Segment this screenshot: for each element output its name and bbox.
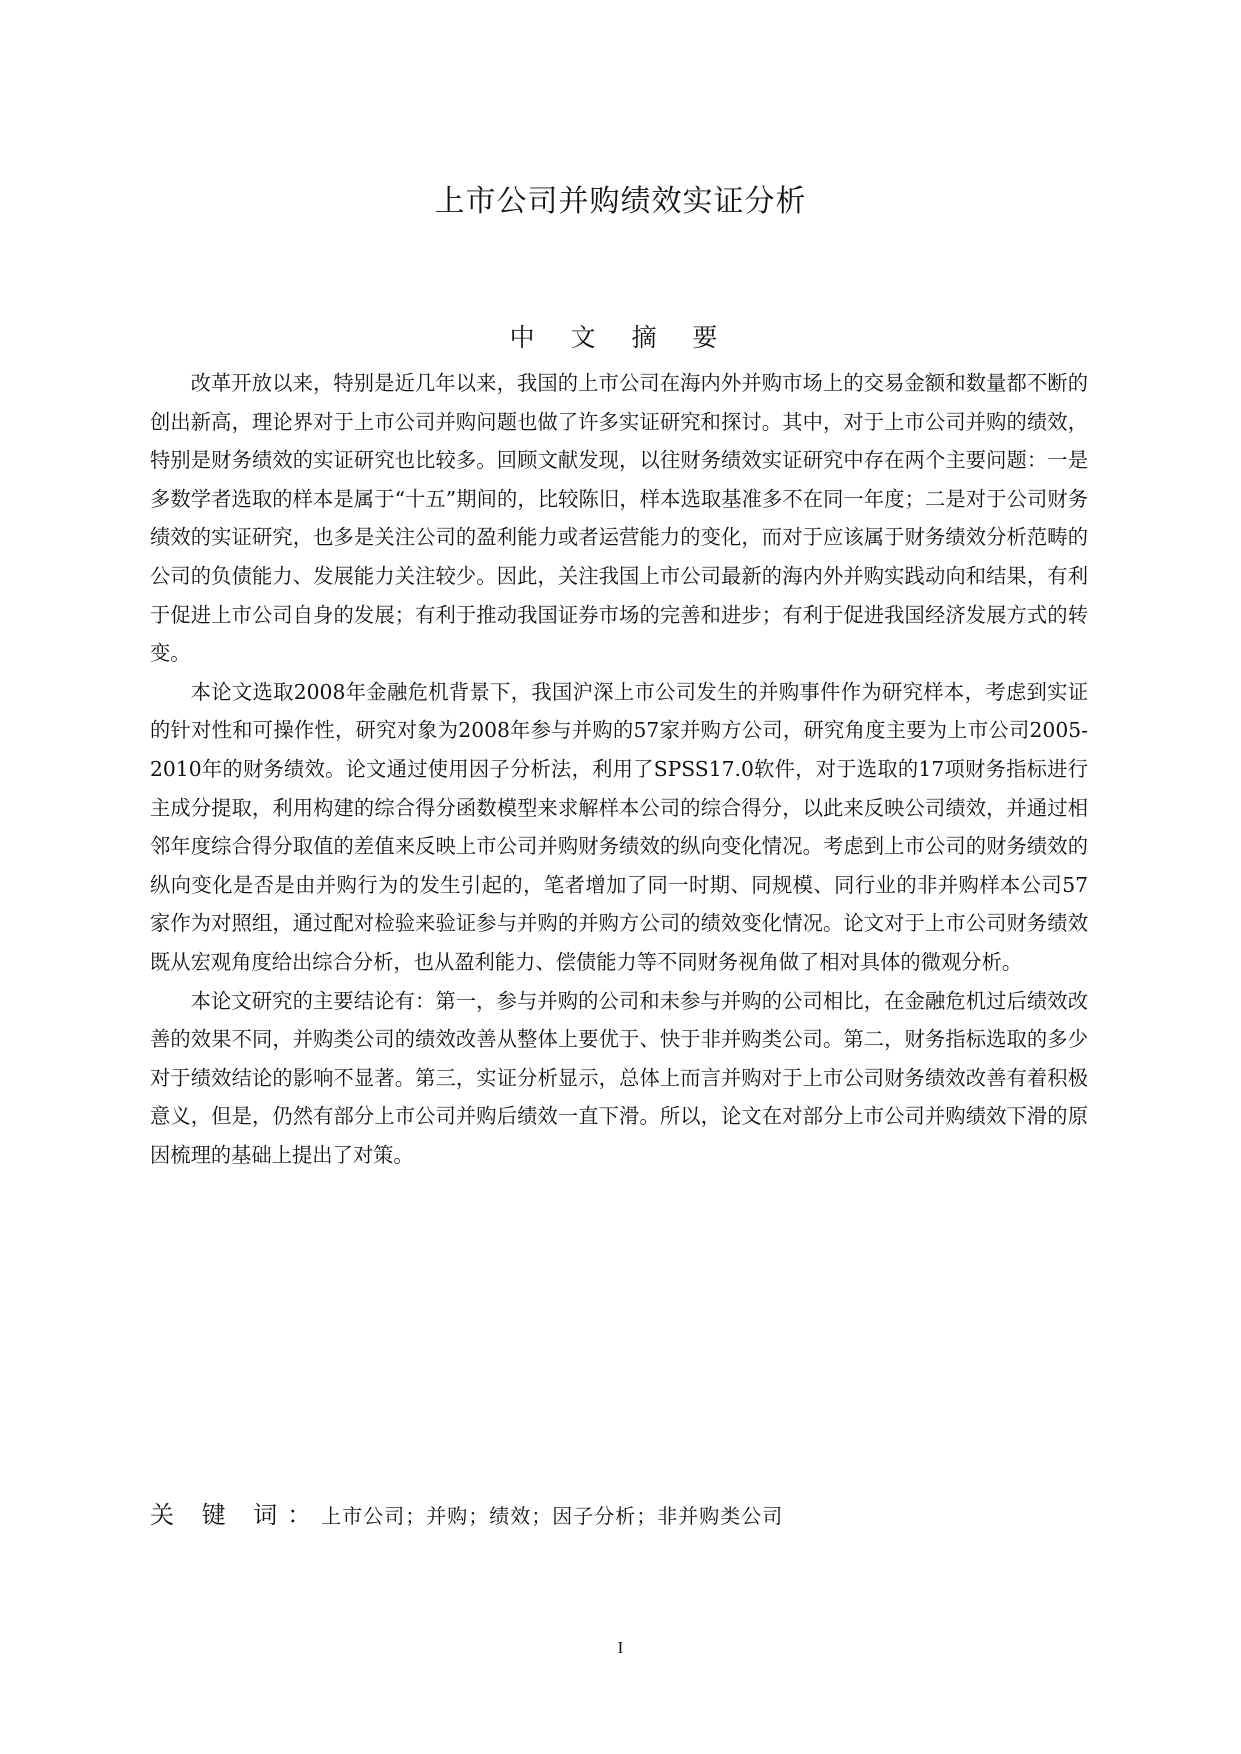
abstract-paragraph-1: 改革开放以来，特别是近几年以来，我国的上市公司在海内外并购市场上的交易金额和数量都不断的创出新高，理论界对于上市公司并购问题也做了许多实证研究和探讨。其中，对于上市公司并购的绩效，特别是财务绩效的实证研究也比较多。回顾文献发现，以往财务绩效实证研究中存在两个主要问题：一是多数学者选取的样本是属于“十五”期间的，比较陈旧，样本选取基准多不在同一年度；二是对于公司财务绩效的实证研究，也多是关注公司的盈利能力或者运营能力的变化，而对于应该属于财务绩效分析范畴的公司的负债能力、发展能力关注较少。因此，关注我国上市公司最新的海内外并购实践动向和结果，有利于促进上市公司自身的发展；有利于推动我国证券市场的完善和进步；有利于促进我国经济发展方式的转变。: [150, 371, 1088, 666]
abstract-paragraph-3: 本论文研究的主要结论有：第一，参与并购的公司和未参与并购的公司相比，在金融危机过后绩效改善的效果不同，并购类公司的绩效改善从整体上要优于、快于非并购类公司。第二，财务指标选取的多少对于绩效结论的影响不显著。第三，实证分析显示，总体上而言并购对于上市公司财务绩效改善有着积极意义，但是，仍然有部分上市公司并购后绩效一直下滑。所以，论文在对部分上市公司并购绩效下滑的原因梳理的基础上提出了对策。: [150, 988, 1088, 1167]
paper-title: 上市公司并购绩效实证分析: [434, 184, 807, 219]
abstract-heading: 中 文 摘 要: [509, 323, 732, 352]
keywords-line: [150, 1497, 1088, 1534]
keywords-label: 关 键 词：: [150, 1501, 322, 1529]
keywords-values: 上市公司；并购；绩效；因子分析；非并购类公司: [321, 1504, 784, 1528]
page-number: I: [617, 1638, 624, 1657]
abstract-body: [150, 364, 1088, 1174]
abstract-paragraph-2: 本论文选取2008年金融危机背景下，我国沪深上市公司发生的并购事件作为研究样本，考虑到实证的针对性和可操作性，研究对象为2008年参与并购的57家并购方公司，研究角度主要为上市公司2005-2010年的财务绩效。论文通过使用因子分析法，利用了SPSS17.0软件，对于选取的17项财务指标进行主成分提取，利用构建的综合得分函数模型来求解样本公司的综合得分，以此来反映公司绩效，并通过相邻年度综合得分取值的差值来反映上市公司并购财务绩效的纵向变化情况。考虑到上市公司的财务绩效的纵向变化是否是由并购行为的发生引起的，笔者增加了同一时期、同规模、同行业的非并购样本公司57家作为对照组，通过配对检验来验证参与并购的并购方公司的绩效变化情况。论文对于上市公司财务绩效既从宏观角度给出综合分析，也从盈利能力、偿债能力等不同财务视角做了相对具体的微观分析。: [150, 679, 1088, 974]
